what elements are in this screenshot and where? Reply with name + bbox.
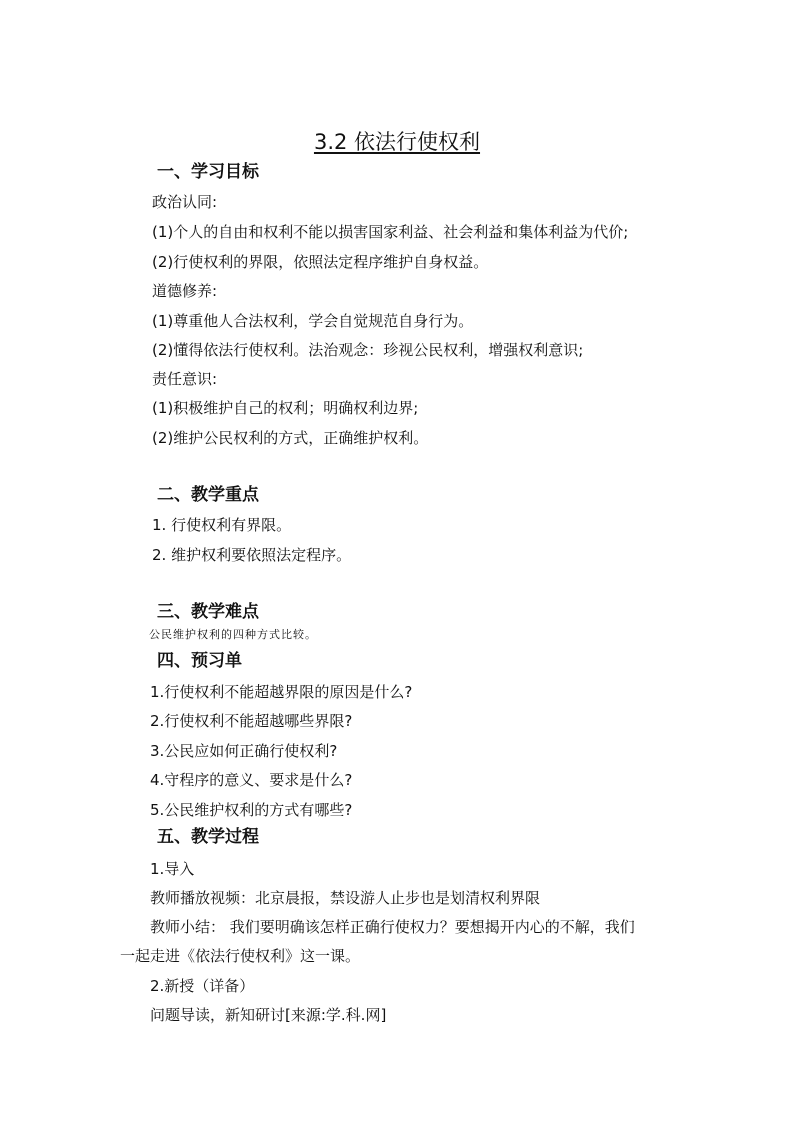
- preview-question: 3.公民应如何正确行使权利?: [150, 742, 338, 760]
- process-video-text: 教师播放视频：北京晨报，禁设游人止步也是划清权利界限: [150, 889, 541, 907]
- preview-question: 5.公民维护权利的方式有哪些?: [150, 801, 353, 819]
- process-step-intro: 1.导入: [150, 860, 195, 878]
- process-summary-line: 教师小结： 我们要明确该怎样正确行使权力？要想揭开内心的不解，我们: [150, 918, 635, 936]
- objective-item: (2)行使权利的界限，依照法定程序维护自身权益。: [152, 253, 489, 271]
- objective-item: (1)积极维护自己的权利；明确权利边界;: [152, 399, 419, 417]
- key-point-item: 1. 行使权利有界限。: [152, 516, 292, 534]
- political-label: 政治认同:: [152, 193, 218, 211]
- process-guide-text: 问题导读，新知研讨[来源:学.科.网]: [150, 1006, 387, 1024]
- objective-item: (1)个人的自由和权利不能以损害国家利益、社会利益和集体利益为代价;: [152, 223, 629, 241]
- objective-item: (2)维护公民权利的方式，正确维护权利。: [152, 429, 429, 447]
- preview-question: 1.行使权利不能超越界限的原因是什么?: [150, 683, 413, 701]
- process-summary-line: 一起走进《依法行使权利》这一课。: [120, 947, 361, 965]
- moral-label: 道德修养:: [152, 282, 218, 300]
- difficulty-text: 公民维护权利的四种方式比较。: [149, 628, 317, 641]
- section-heading-preview: 四、预习单: [157, 651, 242, 671]
- objective-item: (1)尊重他人合法权利，学会自觉规范自身行为。: [152, 312, 474, 330]
- section-heading-objectives: 一、学习目标: [157, 162, 259, 182]
- section-heading-difficulties: 三、教学难点: [157, 602, 259, 622]
- section-heading-key-points: 二、教学重点: [157, 485, 259, 505]
- preview-question: 2.行使权利不能超越哪些界限?: [150, 712, 353, 730]
- duty-label: 责任意识:: [152, 370, 218, 388]
- document-title: 3.2 依法行使权利: [313, 130, 481, 154]
- section-heading-process: 五、教学过程: [157, 827, 259, 847]
- preview-question: 4.守程序的意义、要求是什么?: [150, 771, 353, 789]
- key-point-item: 2. 维护权利要依照法定程序。: [152, 546, 352, 564]
- process-step-new: 2.新授（详备）: [150, 977, 255, 995]
- objective-item: (2)懂得依法行使权利。法治观念：珍视公民权利，增强权利意识;: [152, 341, 584, 359]
